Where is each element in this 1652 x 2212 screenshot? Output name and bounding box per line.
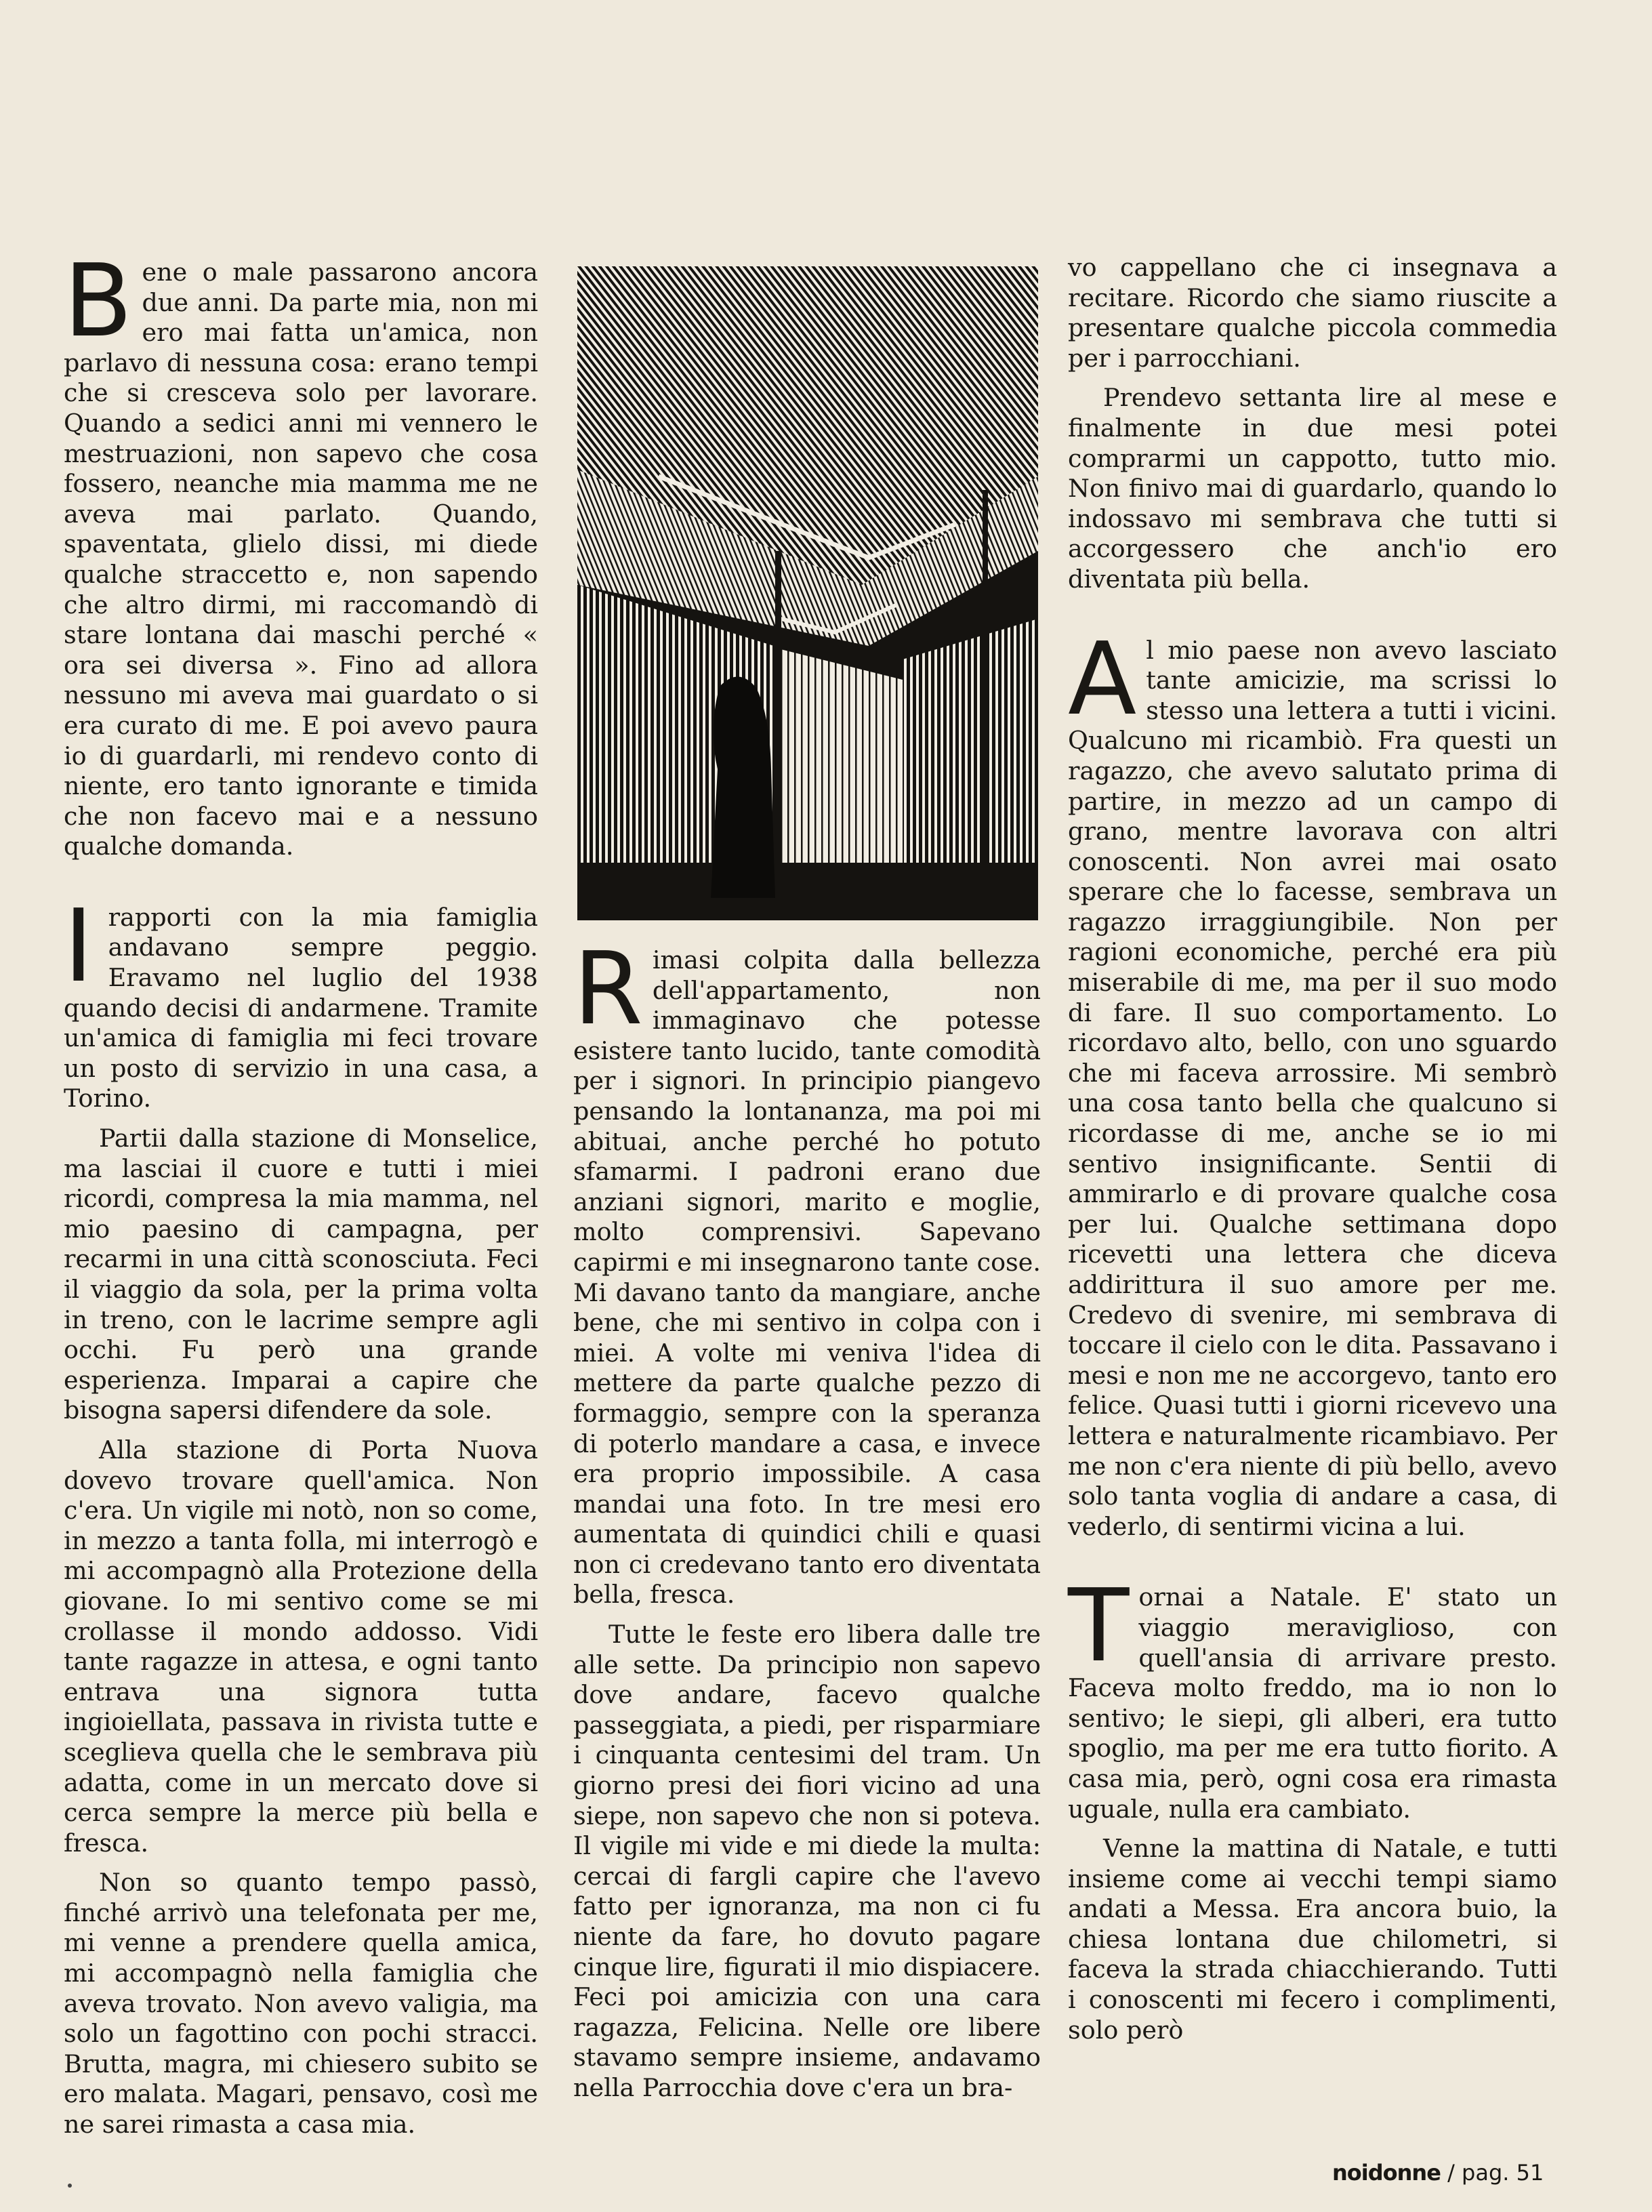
text-column-3 [1068,253,1557,2045]
magazine-name: noidonne [1332,2160,1441,2186]
paragraph: Venne la mattina di Natale, e tutti insieme come ai vecchi tempi siamo andati a Messa. Era ancora buio, la chiesa lontana due chilometri, si faceva la strada chiacchierando. Tutti i conoscenti mi fecero i complimenti, solo però [1068,1834,1557,2045]
paragraph: Non so quanto tempo passò, finché arrivò una telefonata per me, mi venne a prendere quella amica, mi accompagnò nella famiglia che aveva trovato. Non avevo valigia, ma solo un fagottino con pochi stracci. Brutta, magra, mi chiesero subito se ero malata. Magari, pensavo, così me ne sarei rimasta a casa mia. [64,1868,538,2139]
paragraph: vo cappellano che ci insegnava a recitare. Ricordo che siamo riuscite a presentare qualche piccola commedia per i parrocchiani. [1068,253,1557,373]
paragraph-text: imasi colpita dalla bellezza dell'appartamento, non immaginavo che potesse esistere tanto lucido, tante comodità per i signori. In principio piangevo pensando la lontananza, ma poi mi abituai, anche perché ho potuto sfamarmi. I padroni erano due anziani signori, marito e moglie, molto comprensivi. Sapevano capirmi e mi insegnarono tante cose. Mi davano tanto da mangiare, anche bene, che mi sentivo in colpa con i miei. A volte mi veniva l'idea di mettere da parte qualche pezzo di formaggio, sempre con la speranza di poterlo mandare a casa, e invece era proprio impossibile. A casa mandai una foto. In tre mesi ero aumentata di quindici chili e quasi non ci credevano tanto ero diventata bella, fresca. [573,945,1041,1610]
paragraph: Partii dalla stazione di Monselice, ma lasciai il cuore e tutti i miei ricordi, compresa la mia mamma, nel mio paesino di campagna, per recarmi in una città sconosciuta. Feci il viaggio da sola, per la prima volta in treno, con le lacrime sempre agli occhi. Fu però una grande esperienza. Imparai a capire che bisogna sapersi difendere da sole. [64,1124,538,1425]
page-number: / pag. 51 [1447,2160,1544,2186]
paragraph-text: ene o male passarono ancora due anni. Da parte mia, non mi ero mai fatta un'amica, non parlavo di nessuna cosa: erano tempi che si cresceva solo per lavorare. Quando a sedici anni mi vennero le mestruazioni, non sapevo che cosa fossero, neanche mia mamma me ne aveva mai parlato. Quando, spaventata, glielo dissi, mi diede qualche straccetto e, non sapendo che altro dirmi, mi raccomandò di stare lontana dai maschi perché « ora sei diversa ». Fino ad allora nessuno mi aveva mai guardato o si era curato di me. E poi avevo paura io di guardarli, mi rendevo conto di niente, ero tanto ignorante e timida che non facevo mai e a nessuno qualche domanda. [64,258,538,861]
paragraph [64,243,538,862]
drop-cap: A [1068,620,1137,737]
paragraph: Alla stazione di Porta Nuova dovevo trovare quell'amica. Non c'era. Un vigile mi notò, non so come, in mezzo a tanta folla, mi interrogò e mi accompagnò alla Protezione della giovane. Io mi sentivo come se mi crollasse il mondo addosso. Vidi tante ragazze in attesa, e ogni tanto entrava una signora tutta ingioiellata, passava in rivista tutte e sceglieva quella che le sembrava più adatta, come in un mercato dove si cerca sempre la merce più bella e fresca. [64,1435,538,1858]
drop-cap: B [64,243,133,359]
print-speck [68,2184,72,2188]
page-footer [1332,2160,1544,2186]
paragraph-text: l mio paese non avevo lasciato tante amicizie, ma scrissi lo stesso una lettera a tutti i vicini. Qualcuno mi ricambiò. Fra questi un ragazzo, che avevo salutato prima di partire, in mezzo ad un campo di grano, mentre lavorava con altri conoscenti. Non avrei mai osato sperare che lo facesse, sembrava un ragazzo irraggiungibile. Non per ragioni economiche, perché era più miserabile di me, ma per il suo modo di fare. Il suo comportamento. Lo ricordavo alto, bello, con uno sguardo che mi faceva arrossire. Mi sembrò una cosa tanto bella che qualcuno si ricordasse di me, anche se io mi sentivo insignificante. Sentii di ammirarlo e di provare qualche cosa per lui. Qualche settimana dopo ricevetti una lettera che diceva addirittura il suo amore per me. Credevo di svenire, mi sembrava di toccare il cielo con le dita. Passavano i mesi e non me ne accorgevo, tanto ero felice. Quasi tutti i giorni ricevevo una lettera e naturalmente ricambiavo. Per me non c'era niente di più bello, avevo solo tanta voglia di andare a casa, di vederlo, di sentirmi vicina a lui. [1068,635,1557,1541]
drop-cap: R [573,930,643,1047]
paragraph-text: rapporti con la mia famiglia andavano sempre peggio. Eravamo nel luglio del 1938 quando decisi di andarmene. Tramite un'amica di famiglia mi feci trovare un posto di servizio in una casa, a Torino. [64,902,538,1113]
woodcut-illustration [577,266,1038,920]
paragraph-text: ornai a Natale. E' stato un viaggio meraviglioso, con quell'ansia di arrivare presto. Faceva molto freddo, ma io non lo sentivo; le siepi, gli alberi, era tutto spoglio, ma per me era tutto fiorito. A casa mia, però, ogni cosa era rimasta uguale, nulla era cambiato. [1068,1582,1557,1824]
text-column-2 [573,930,1041,2104]
paragraph: Tutte le feste ero libera dalle tre alle sette. Da principio non sapevo dove andare, facevo qualche passeggiata, a piedi, per risparmiare i cinquanta centesimi del tram. Un giorno presi dei fiori vicino ad una siepe, non sapevo che non si poteva. Il vigile mi vide e mi diede la multa: cercai di fargli capire che l'avevo fatto per ignoranza, ma non ci fu niente da fare, ho dovuto pagare cinque lire, figurati il mio dispiacere. Feci poi amicizia con una cara ragazza, Felicina. Nelle ore libere stavamo sempre insieme, andavamo nella Parrocchia dove c'era un bra- [573,1620,1041,2102]
paragraph [573,930,1041,1610]
text-column-1 [64,243,538,2140]
drop-cap: I [64,887,94,1004]
paragraph [1068,1568,1557,1824]
paragraph: Prendevo settanta lire al mese e finalmente in due mesi potei comprarmi un cappotto, tutto mio. Non finivo mai di guardarlo, quando lo indossavo mi sembrava che tutti si accorgessero che anch'io ero diventata più bella. [1068,383,1557,594]
paragraph [1068,620,1557,1542]
drop-cap: T [1068,1568,1130,1685]
paragraph [64,887,538,1114]
